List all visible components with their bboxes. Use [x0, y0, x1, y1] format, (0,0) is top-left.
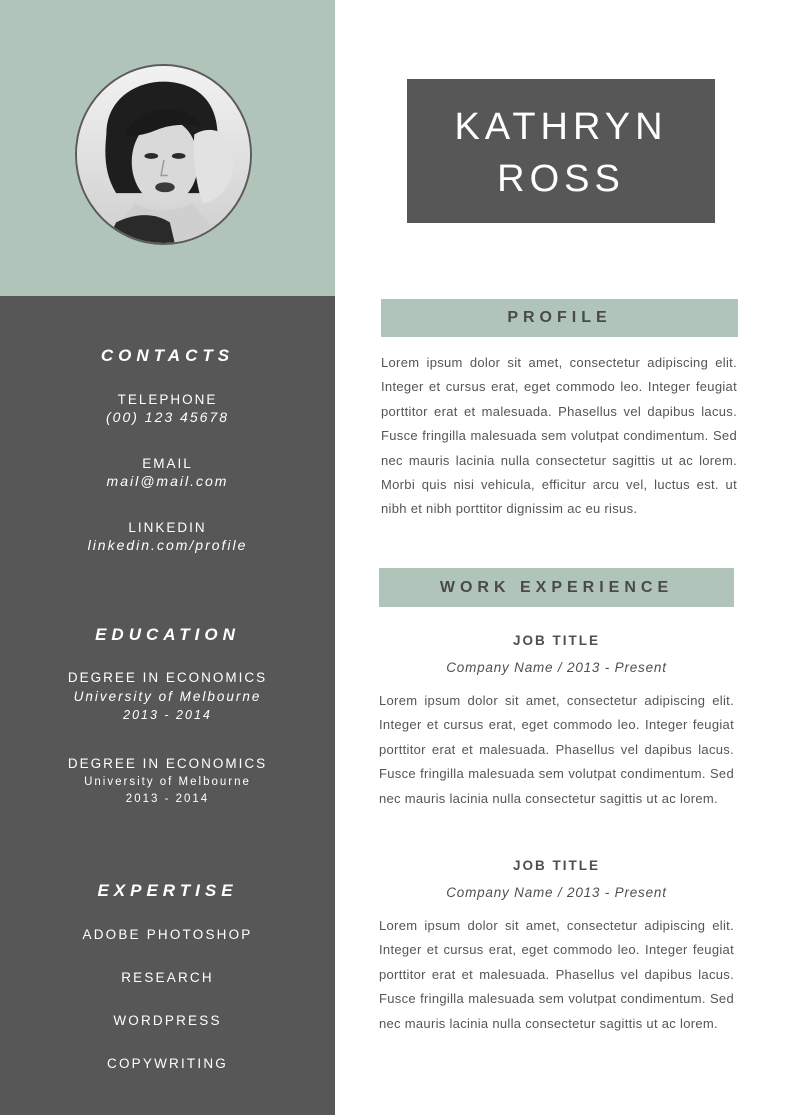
job-company: Company Name / 2013 - Present [446, 660, 667, 675]
work-heading-bar [379, 568, 734, 607]
education-school: University of Melbourne [73, 689, 262, 704]
profile-heading: PROFILE [507, 309, 612, 326]
contacts-section [0, 346, 335, 366]
linkedin-value: linkedin.com/profile [87, 537, 248, 553]
first-name: KATHRYN [454, 106, 668, 148]
skill-item [0, 927, 335, 942]
job-title: JOB TITLE [512, 633, 600, 648]
skill-item [0, 970, 335, 985]
job-description: Lorem ipsum dolor sit amet, consectetur adipiscing elit. Integer et cursus erat, eget commodo leo. Integer feugiat porttitor erat et malesuada. Phasellus vel dapibus lacus. Fusce fringilla malesuada sem volutpat condimentum. Sed nec mauris lacinia nulla consectetur sagittis ut ac lorem. [379, 693, 734, 806]
last-name: ROSS [497, 158, 625, 200]
portrait-photo-icon [77, 66, 250, 243]
expertise-section [0, 881, 335, 901]
profile-heading-bar [381, 299, 738, 337]
education-entry [0, 756, 335, 805]
linkedin-block [0, 520, 335, 553]
skill-label: RESEARCH [121, 970, 214, 985]
education-years: 2013 - 2014 [125, 793, 210, 805]
telephone-label: TELEPHONE [117, 392, 218, 407]
profile-text: Lorem ipsum dolor sit amet, consectetur adipiscing elit. Integer et cursus erat, eget commodo leo. Integer feugiat porttitor erat et malesuada. Phasellus vel dapibus lacus. Fusce fringilla malesuada sem volutpat condimentum. Sed nec mauris lacinia nulla consectetur sagittis ut ac lorem. Morbi quis nisi vehicula, efficitur arcu vel, luctus est. ut nibh et nibh porttitor dignissim ac eu risus. [381, 355, 737, 517]
work-heading: WORK EXPERIENCE [439, 579, 674, 596]
education-years: 2013 - 2014 [123, 708, 212, 722]
job-description: Lorem ipsum dolor sit amet, consectetur adipiscing elit. Integer et cursus erat, eget commodo leo. Integer feugiat porttitor erat et malesuada. Phasellus vel dapibus lacus. Fusce fringilla malesuada sem volutpat condimentum. Sed nec mauris lacinia nulla consectetur sagittis ut ac lorem. [379, 918, 734, 1031]
education-degree: DEGREE IN ECONOMICS [67, 756, 268, 771]
linkedin-label: LINKEDIN [128, 520, 207, 535]
email-label: EMAIL [142, 456, 193, 471]
education-entry [0, 670, 335, 722]
skill-label: ADOBE PHOTOSHOP [82, 927, 253, 942]
job-title: JOB TITLE [512, 858, 600, 873]
education-school: University of Melbourne [84, 776, 251, 788]
skill-item [0, 1013, 335, 1028]
email-block [0, 456, 335, 489]
name-banner [407, 79, 715, 223]
contacts-heading: CONTACTS [100, 346, 235, 365]
job-company: Company Name / 2013 - Present [446, 885, 667, 900]
telephone-value: (00) 123 45678 [106, 409, 229, 425]
left-header-panel [0, 0, 335, 296]
skill-label: WORDPRESS [113, 1013, 222, 1028]
education-section [0, 625, 335, 645]
profile-photo [75, 64, 252, 245]
skill-item [0, 1056, 335, 1071]
skill-label: COPYWRITING [107, 1056, 228, 1071]
education-degree: DEGREE IN ECONOMICS [67, 670, 268, 685]
expertise-heading: EXPERTISE [97, 881, 238, 900]
email-value: mail@mail.com [106, 473, 229, 489]
education-heading: EDUCATION [95, 625, 240, 644]
telephone-block [0, 392, 335, 425]
